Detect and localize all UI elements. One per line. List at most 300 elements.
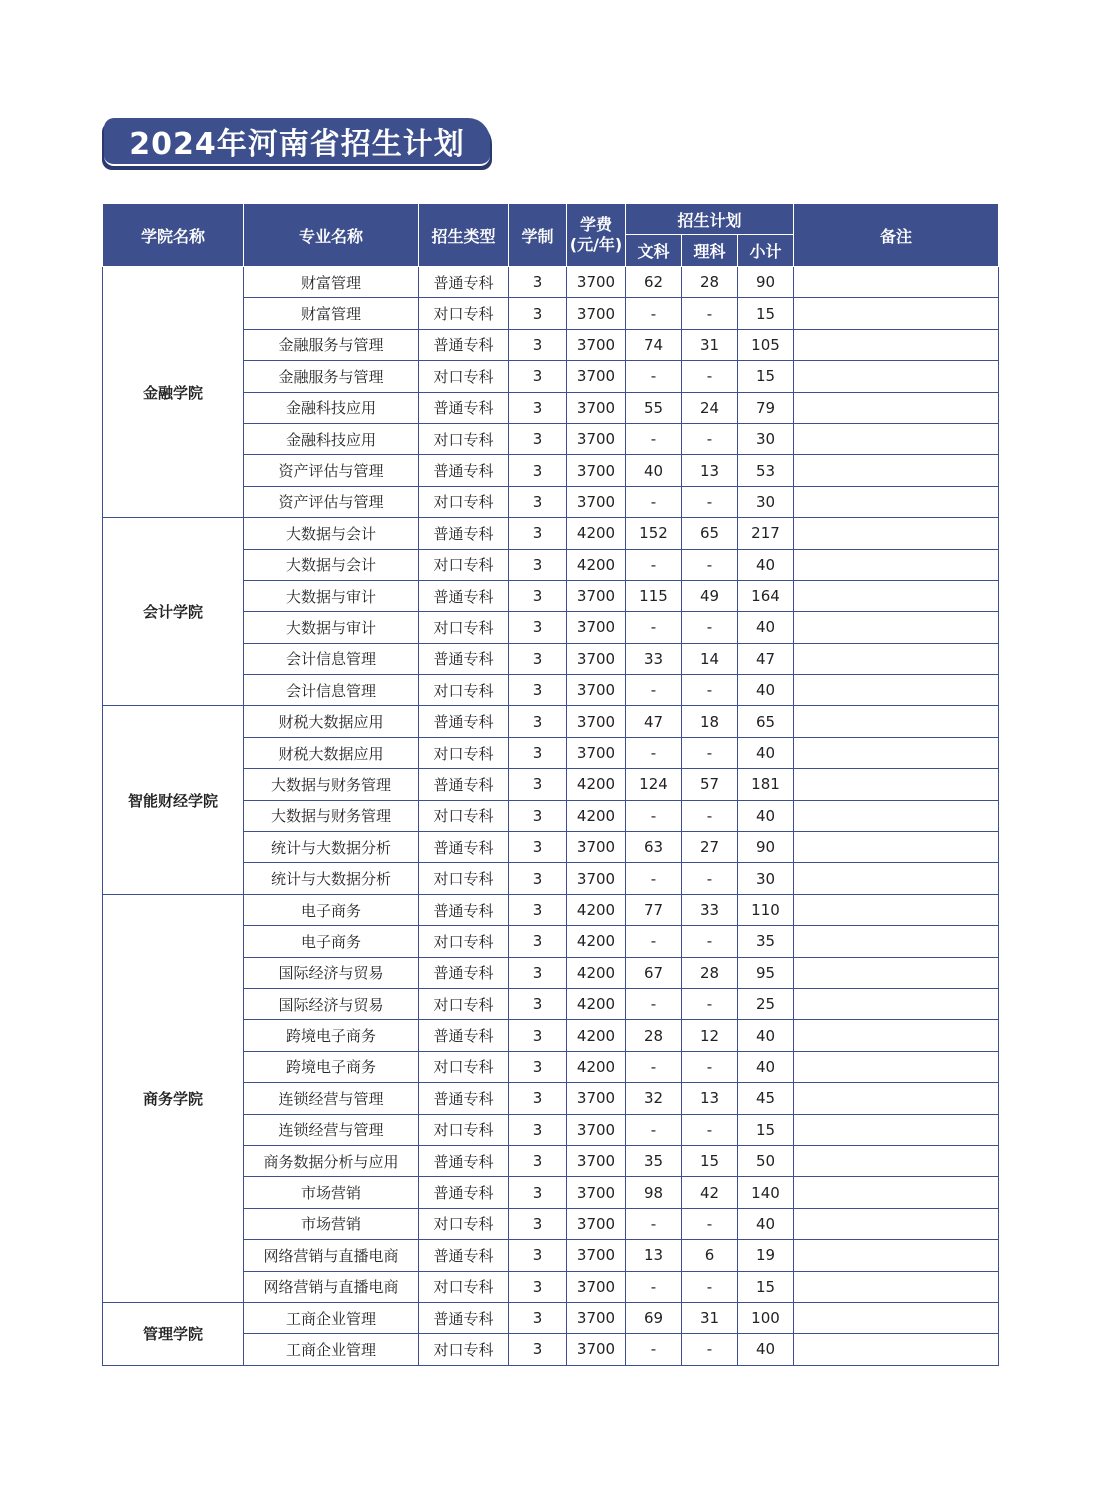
type-cell: 普通专科 <box>419 957 509 988</box>
duration-cell: 3 <box>509 455 567 486</box>
subtotal-cell: 164 <box>738 580 794 611</box>
duration-cell: 3 <box>509 486 567 517</box>
arts-cell: 115 <box>626 580 682 611</box>
college-cell: 管理学院 <box>103 1302 244 1365</box>
type-cell: 普通专科 <box>419 706 509 737</box>
major-cell: 会计信息管理 <box>244 643 419 674</box>
duration-cell: 3 <box>509 1271 567 1302</box>
major-cell: 市场营销 <box>244 1208 419 1239</box>
major-cell: 金融科技应用 <box>244 423 419 454</box>
subtotal-cell: 181 <box>738 769 794 800</box>
fee-cell: 4200 <box>567 894 626 925</box>
duration-cell: 3 <box>509 1114 567 1145</box>
duration-cell: 3 <box>509 957 567 988</box>
remarks-cell <box>794 298 999 329</box>
arts-cell: 63 <box>626 832 682 863</box>
duration-cell: 3 <box>509 298 567 329</box>
fee-cell: 3700 <box>567 737 626 768</box>
type-cell: 普通专科 <box>419 1020 509 1051</box>
subtotal-cell: 50 <box>738 1145 794 1176</box>
subtotal-cell: 79 <box>738 392 794 423</box>
subtotal-cell: 15 <box>738 1271 794 1302</box>
major-cell: 电子商务 <box>244 894 419 925</box>
duration-cell: 3 <box>509 1051 567 1082</box>
remarks-cell <box>794 1020 999 1051</box>
science-cell: 28 <box>682 957 738 988</box>
fee-cell: 4200 <box>567 518 626 549</box>
arts-cell: 47 <box>626 706 682 737</box>
fee-cell: 3700 <box>567 580 626 611</box>
fee-cell: 3700 <box>567 1302 626 1333</box>
remarks-cell <box>794 267 999 298</box>
arts-cell: 69 <box>626 1302 682 1333</box>
arts-cell: 152 <box>626 518 682 549</box>
table-row <box>103 706 999 737</box>
subtotal-cell: 45 <box>738 1083 794 1114</box>
subtotal-cell: 105 <box>738 329 794 360</box>
table-row <box>103 1302 999 1333</box>
arts-cell: - <box>626 675 682 706</box>
college-cell: 智能财经学院 <box>103 706 244 894</box>
arts-cell: 124 <box>626 769 682 800</box>
science-cell: - <box>682 361 738 392</box>
fee-cell: 4200 <box>567 800 626 831</box>
science-cell: - <box>682 988 738 1019</box>
remarks-cell <box>794 1208 999 1239</box>
remarks-cell <box>794 926 999 957</box>
major-cell: 国际经济与贸易 <box>244 988 419 1019</box>
major-cell: 工商企业管理 <box>244 1334 419 1365</box>
type-cell: 普通专科 <box>419 580 509 611</box>
science-cell: - <box>682 1334 738 1365</box>
fee-cell: 3700 <box>567 361 626 392</box>
duration-cell: 3 <box>509 1240 567 1271</box>
fee-cell: 3700 <box>567 1208 626 1239</box>
remarks-cell <box>794 392 999 423</box>
major-cell: 财税大数据应用 <box>244 737 419 768</box>
science-cell: 33 <box>682 894 738 925</box>
arts-cell: - <box>626 1114 682 1145</box>
duration-cell: 3 <box>509 675 567 706</box>
duration-cell: 3 <box>509 800 567 831</box>
type-cell: 普通专科 <box>419 518 509 549</box>
major-cell: 大数据与财务管理 <box>244 769 419 800</box>
duration-cell: 3 <box>509 1177 567 1208</box>
duration-cell: 3 <box>509 1334 567 1365</box>
fee-cell: 3700 <box>567 863 626 894</box>
major-cell: 电子商务 <box>244 926 419 957</box>
subtotal-cell: 40 <box>738 612 794 643</box>
type-cell: 对口专科 <box>419 1051 509 1082</box>
duration-cell: 3 <box>509 423 567 454</box>
header-remarks: 备注 <box>794 204 999 267</box>
science-cell: 12 <box>682 1020 738 1051</box>
arts-cell: 32 <box>626 1083 682 1114</box>
major-cell: 连锁经营与管理 <box>244 1114 419 1145</box>
remarks-cell <box>794 549 999 580</box>
subtotal-cell: 35 <box>738 926 794 957</box>
major-cell: 大数据与审计 <box>244 580 419 611</box>
major-cell: 大数据与财务管理 <box>244 800 419 831</box>
major-cell: 财富管理 <box>244 298 419 329</box>
arts-cell: - <box>626 863 682 894</box>
duration-cell: 3 <box>509 580 567 611</box>
major-cell: 工商企业管理 <box>244 1302 419 1333</box>
duration-cell: 3 <box>509 1208 567 1239</box>
duration-cell: 3 <box>509 769 567 800</box>
science-cell: 13 <box>682 455 738 486</box>
type-cell: 普通专科 <box>419 643 509 674</box>
duration-cell: 3 <box>509 1145 567 1176</box>
remarks-cell <box>794 1302 999 1333</box>
subtotal-cell: 15 <box>738 298 794 329</box>
major-cell: 会计信息管理 <box>244 675 419 706</box>
type-cell: 普通专科 <box>419 1302 509 1333</box>
header-subtotal: 小计 <box>738 235 794 267</box>
type-cell: 普通专科 <box>419 267 509 298</box>
type-cell: 对口专科 <box>419 1208 509 1239</box>
science-cell: 31 <box>682 329 738 360</box>
duration-cell: 3 <box>509 1020 567 1051</box>
college-cell: 金融学院 <box>103 267 244 518</box>
major-cell: 统计与大数据分析 <box>244 832 419 863</box>
subtotal-cell: 25 <box>738 988 794 1019</box>
major-cell: 市场营销 <box>244 1177 419 1208</box>
fee-cell: 4200 <box>567 926 626 957</box>
remarks-cell <box>794 329 999 360</box>
major-cell: 国际经济与贸易 <box>244 957 419 988</box>
arts-cell: - <box>626 737 682 768</box>
subtotal-cell: 40 <box>738 1334 794 1365</box>
remarks-cell <box>794 423 999 454</box>
subtotal-cell: 40 <box>738 1051 794 1082</box>
duration-cell: 3 <box>509 863 567 894</box>
subtotal-cell: 30 <box>738 863 794 894</box>
type-cell: 对口专科 <box>419 800 509 831</box>
remarks-cell <box>794 1083 999 1114</box>
enrollment-plan-table <box>102 203 999 1366</box>
subtotal-cell: 90 <box>738 832 794 863</box>
major-cell: 商务数据分析与应用 <box>244 1145 419 1176</box>
remarks-cell <box>794 1145 999 1176</box>
fee-cell: 3700 <box>567 1240 626 1271</box>
science-cell: - <box>682 800 738 831</box>
science-cell: - <box>682 675 738 706</box>
duration-cell: 3 <box>509 832 567 863</box>
remarks-cell <box>794 1334 999 1365</box>
college-cell: 会计学院 <box>103 518 244 706</box>
duration-cell: 3 <box>509 392 567 423</box>
arts-cell: - <box>626 1271 682 1302</box>
duration-cell: 3 <box>509 518 567 549</box>
subtotal-cell: 140 <box>738 1177 794 1208</box>
duration-cell: 3 <box>509 926 567 957</box>
science-cell: 15 <box>682 1145 738 1176</box>
arts-cell: - <box>626 486 682 517</box>
remarks-cell <box>794 957 999 988</box>
fee-cell: 4200 <box>567 957 626 988</box>
subtotal-cell: 95 <box>738 957 794 988</box>
arts-cell: - <box>626 1334 682 1365</box>
arts-cell: 40 <box>626 455 682 486</box>
type-cell: 普通专科 <box>419 1145 509 1176</box>
fee-cell: 3700 <box>567 423 626 454</box>
duration-cell: 3 <box>509 737 567 768</box>
science-cell: - <box>682 926 738 957</box>
major-cell: 连锁经营与管理 <box>244 1083 419 1114</box>
type-cell: 普通专科 <box>419 329 509 360</box>
remarks-cell <box>794 1114 999 1145</box>
major-cell: 金融服务与管理 <box>244 329 419 360</box>
type-cell: 对口专科 <box>419 298 509 329</box>
science-cell: 13 <box>682 1083 738 1114</box>
science-cell: - <box>682 1114 738 1145</box>
type-cell: 普通专科 <box>419 894 509 925</box>
arts-cell: 98 <box>626 1177 682 1208</box>
science-cell: - <box>682 1051 738 1082</box>
arts-cell: - <box>626 800 682 831</box>
fee-cell: 3700 <box>567 612 626 643</box>
subtotal-cell: 40 <box>738 737 794 768</box>
subtotal-cell: 90 <box>738 267 794 298</box>
fee-cell: 3700 <box>567 329 626 360</box>
subtotal-cell: 40 <box>738 1208 794 1239</box>
type-cell: 普通专科 <box>419 1177 509 1208</box>
duration-cell: 3 <box>509 706 567 737</box>
science-cell: - <box>682 612 738 643</box>
fee-cell: 3700 <box>567 1271 626 1302</box>
arts-cell: 62 <box>626 267 682 298</box>
header-type: 招生类型 <box>419 204 509 267</box>
type-cell: 普通专科 <box>419 1240 509 1271</box>
major-cell: 资产评估与管理 <box>244 486 419 517</box>
subtotal-cell: 217 <box>738 518 794 549</box>
major-cell: 跨境电子商务 <box>244 1051 419 1082</box>
remarks-cell <box>794 1240 999 1271</box>
table-header <box>103 204 999 267</box>
table-body <box>103 267 999 1366</box>
college-cell: 商务学院 <box>103 894 244 1302</box>
arts-cell: 35 <box>626 1145 682 1176</box>
arts-cell: - <box>626 423 682 454</box>
science-cell: - <box>682 298 738 329</box>
arts-cell: 55 <box>626 392 682 423</box>
duration-cell: 3 <box>509 267 567 298</box>
arts-cell: 13 <box>626 1240 682 1271</box>
fee-cell: 3700 <box>567 486 626 517</box>
remarks-cell <box>794 455 999 486</box>
fee-cell: 3700 <box>567 267 626 298</box>
fee-cell: 3700 <box>567 706 626 737</box>
remarks-cell <box>794 643 999 674</box>
major-cell: 财税大数据应用 <box>244 706 419 737</box>
type-cell: 对口专科 <box>419 612 509 643</box>
remarks-cell <box>794 894 999 925</box>
science-cell: 27 <box>682 832 738 863</box>
arts-cell: - <box>626 549 682 580</box>
remarks-cell <box>794 361 999 392</box>
fee-cell: 3700 <box>567 1145 626 1176</box>
duration-cell: 3 <box>509 612 567 643</box>
arts-cell: - <box>626 298 682 329</box>
type-cell: 普通专科 <box>419 769 509 800</box>
major-cell: 财富管理 <box>244 267 419 298</box>
remarks-cell <box>794 675 999 706</box>
header-fee <box>567 204 626 267</box>
science-cell: 28 <box>682 267 738 298</box>
science-cell: - <box>682 737 738 768</box>
arts-cell: 74 <box>626 329 682 360</box>
science-cell: - <box>682 1271 738 1302</box>
duration-cell: 3 <box>509 894 567 925</box>
fee-cell: 4200 <box>567 549 626 580</box>
subtotal-cell: 15 <box>738 361 794 392</box>
subtotal-cell: 40 <box>738 1020 794 1051</box>
fee-cell: 3700 <box>567 1334 626 1365</box>
type-cell: 对口专科 <box>419 988 509 1019</box>
type-cell: 普通专科 <box>419 392 509 423</box>
fee-cell: 3700 <box>567 675 626 706</box>
remarks-cell <box>794 612 999 643</box>
subtotal-cell: 53 <box>738 455 794 486</box>
table-row <box>103 894 999 925</box>
fee-cell: 3700 <box>567 643 626 674</box>
major-cell: 资产评估与管理 <box>244 455 419 486</box>
arts-cell: - <box>626 1051 682 1082</box>
subtotal-cell: 110 <box>738 894 794 925</box>
duration-cell: 3 <box>509 329 567 360</box>
type-cell: 对口专科 <box>419 1334 509 1365</box>
subtotal-cell: 47 <box>738 643 794 674</box>
remarks-cell <box>794 737 999 768</box>
type-cell: 普通专科 <box>419 1083 509 1114</box>
fee-cell: 3700 <box>567 392 626 423</box>
science-cell: 57 <box>682 769 738 800</box>
arts-cell: 28 <box>626 1020 682 1051</box>
major-cell: 金融服务与管理 <box>244 361 419 392</box>
science-cell: 31 <box>682 1302 738 1333</box>
remarks-cell <box>794 1051 999 1082</box>
science-cell: - <box>682 549 738 580</box>
type-cell: 对口专科 <box>419 486 509 517</box>
science-cell: 14 <box>682 643 738 674</box>
remarks-cell <box>794 769 999 800</box>
science-cell: - <box>682 863 738 894</box>
type-cell: 对口专科 <box>419 737 509 768</box>
fee-cell: 3700 <box>567 1083 626 1114</box>
type-cell: 对口专科 <box>419 423 509 454</box>
remarks-cell <box>794 706 999 737</box>
type-cell: 对口专科 <box>419 675 509 706</box>
remarks-cell <box>794 1177 999 1208</box>
major-cell: 统计与大数据分析 <box>244 863 419 894</box>
science-cell: 6 <box>682 1240 738 1271</box>
fee-cell: 4200 <box>567 1051 626 1082</box>
header-science: 理科 <box>682 235 738 267</box>
remarks-cell <box>794 832 999 863</box>
table-row <box>103 518 999 549</box>
arts-cell: - <box>626 612 682 643</box>
fee-cell: 4200 <box>567 988 626 1019</box>
type-cell: 对口专科 <box>419 549 509 580</box>
type-cell: 普通专科 <box>419 455 509 486</box>
subtotal-cell: 100 <box>738 1302 794 1333</box>
science-cell: 18 <box>682 706 738 737</box>
subtotal-cell: 40 <box>738 549 794 580</box>
duration-cell: 3 <box>509 1083 567 1114</box>
type-cell: 对口专科 <box>419 1114 509 1145</box>
remarks-cell <box>794 863 999 894</box>
science-cell: - <box>682 486 738 517</box>
title-banner <box>102 118 492 170</box>
subtotal-cell: 30 <box>738 486 794 517</box>
major-cell: 大数据与会计 <box>244 518 419 549</box>
fee-cell: 3700 <box>567 455 626 486</box>
remarks-cell <box>794 1271 999 1302</box>
header-plan: 招生计划 <box>626 204 794 235</box>
subtotal-cell: 30 <box>738 423 794 454</box>
arts-cell: - <box>626 988 682 1019</box>
type-cell: 对口专科 <box>419 926 509 957</box>
science-cell: 65 <box>682 518 738 549</box>
major-cell: 大数据与审计 <box>244 612 419 643</box>
science-cell: - <box>682 423 738 454</box>
remarks-cell <box>794 800 999 831</box>
type-cell: 对口专科 <box>419 863 509 894</box>
arts-cell: 77 <box>626 894 682 925</box>
fee-cell: 3700 <box>567 1177 626 1208</box>
duration-cell: 3 <box>509 1302 567 1333</box>
major-cell: 跨境电子商务 <box>244 1020 419 1051</box>
fee-cell: 4200 <box>567 1020 626 1051</box>
duration-cell: 3 <box>509 361 567 392</box>
major-cell: 金融科技应用 <box>244 392 419 423</box>
fee-cell: 3700 <box>567 298 626 329</box>
table-row <box>103 267 999 298</box>
duration-cell: 3 <box>509 643 567 674</box>
remarks-cell <box>794 486 999 517</box>
header-college: 学院名称 <box>103 204 244 267</box>
major-cell: 网络营销与直播电商 <box>244 1240 419 1271</box>
header-arts: 文科 <box>626 235 682 267</box>
arts-cell: 67 <box>626 957 682 988</box>
subtotal-cell: 15 <box>738 1114 794 1145</box>
duration-cell: 3 <box>509 988 567 1019</box>
arts-cell: - <box>626 361 682 392</box>
fee-cell: 3700 <box>567 832 626 863</box>
major-cell: 网络营销与直播电商 <box>244 1271 419 1302</box>
duration-cell: 3 <box>509 549 567 580</box>
subtotal-cell: 40 <box>738 675 794 706</box>
subtotal-cell: 40 <box>738 800 794 831</box>
science-cell: 42 <box>682 1177 738 1208</box>
fee-cell: 3700 <box>567 1114 626 1145</box>
header-fee-unit: (元/年) <box>569 235 623 254</box>
header-duration: 学制 <box>509 204 567 267</box>
header-fee-label: 学费 <box>579 215 612 234</box>
subtotal-cell: 19 <box>738 1240 794 1271</box>
type-cell: 对口专科 <box>419 361 509 392</box>
science-cell: 24 <box>682 392 738 423</box>
science-cell: 49 <box>682 580 738 611</box>
arts-cell: 33 <box>626 643 682 674</box>
fee-cell: 4200 <box>567 769 626 800</box>
subtotal-cell: 65 <box>738 706 794 737</box>
arts-cell: - <box>626 926 682 957</box>
remarks-cell <box>794 988 999 1019</box>
arts-cell: - <box>626 1208 682 1239</box>
page-title: 2024年河南省招生计划 <box>104 118 490 166</box>
